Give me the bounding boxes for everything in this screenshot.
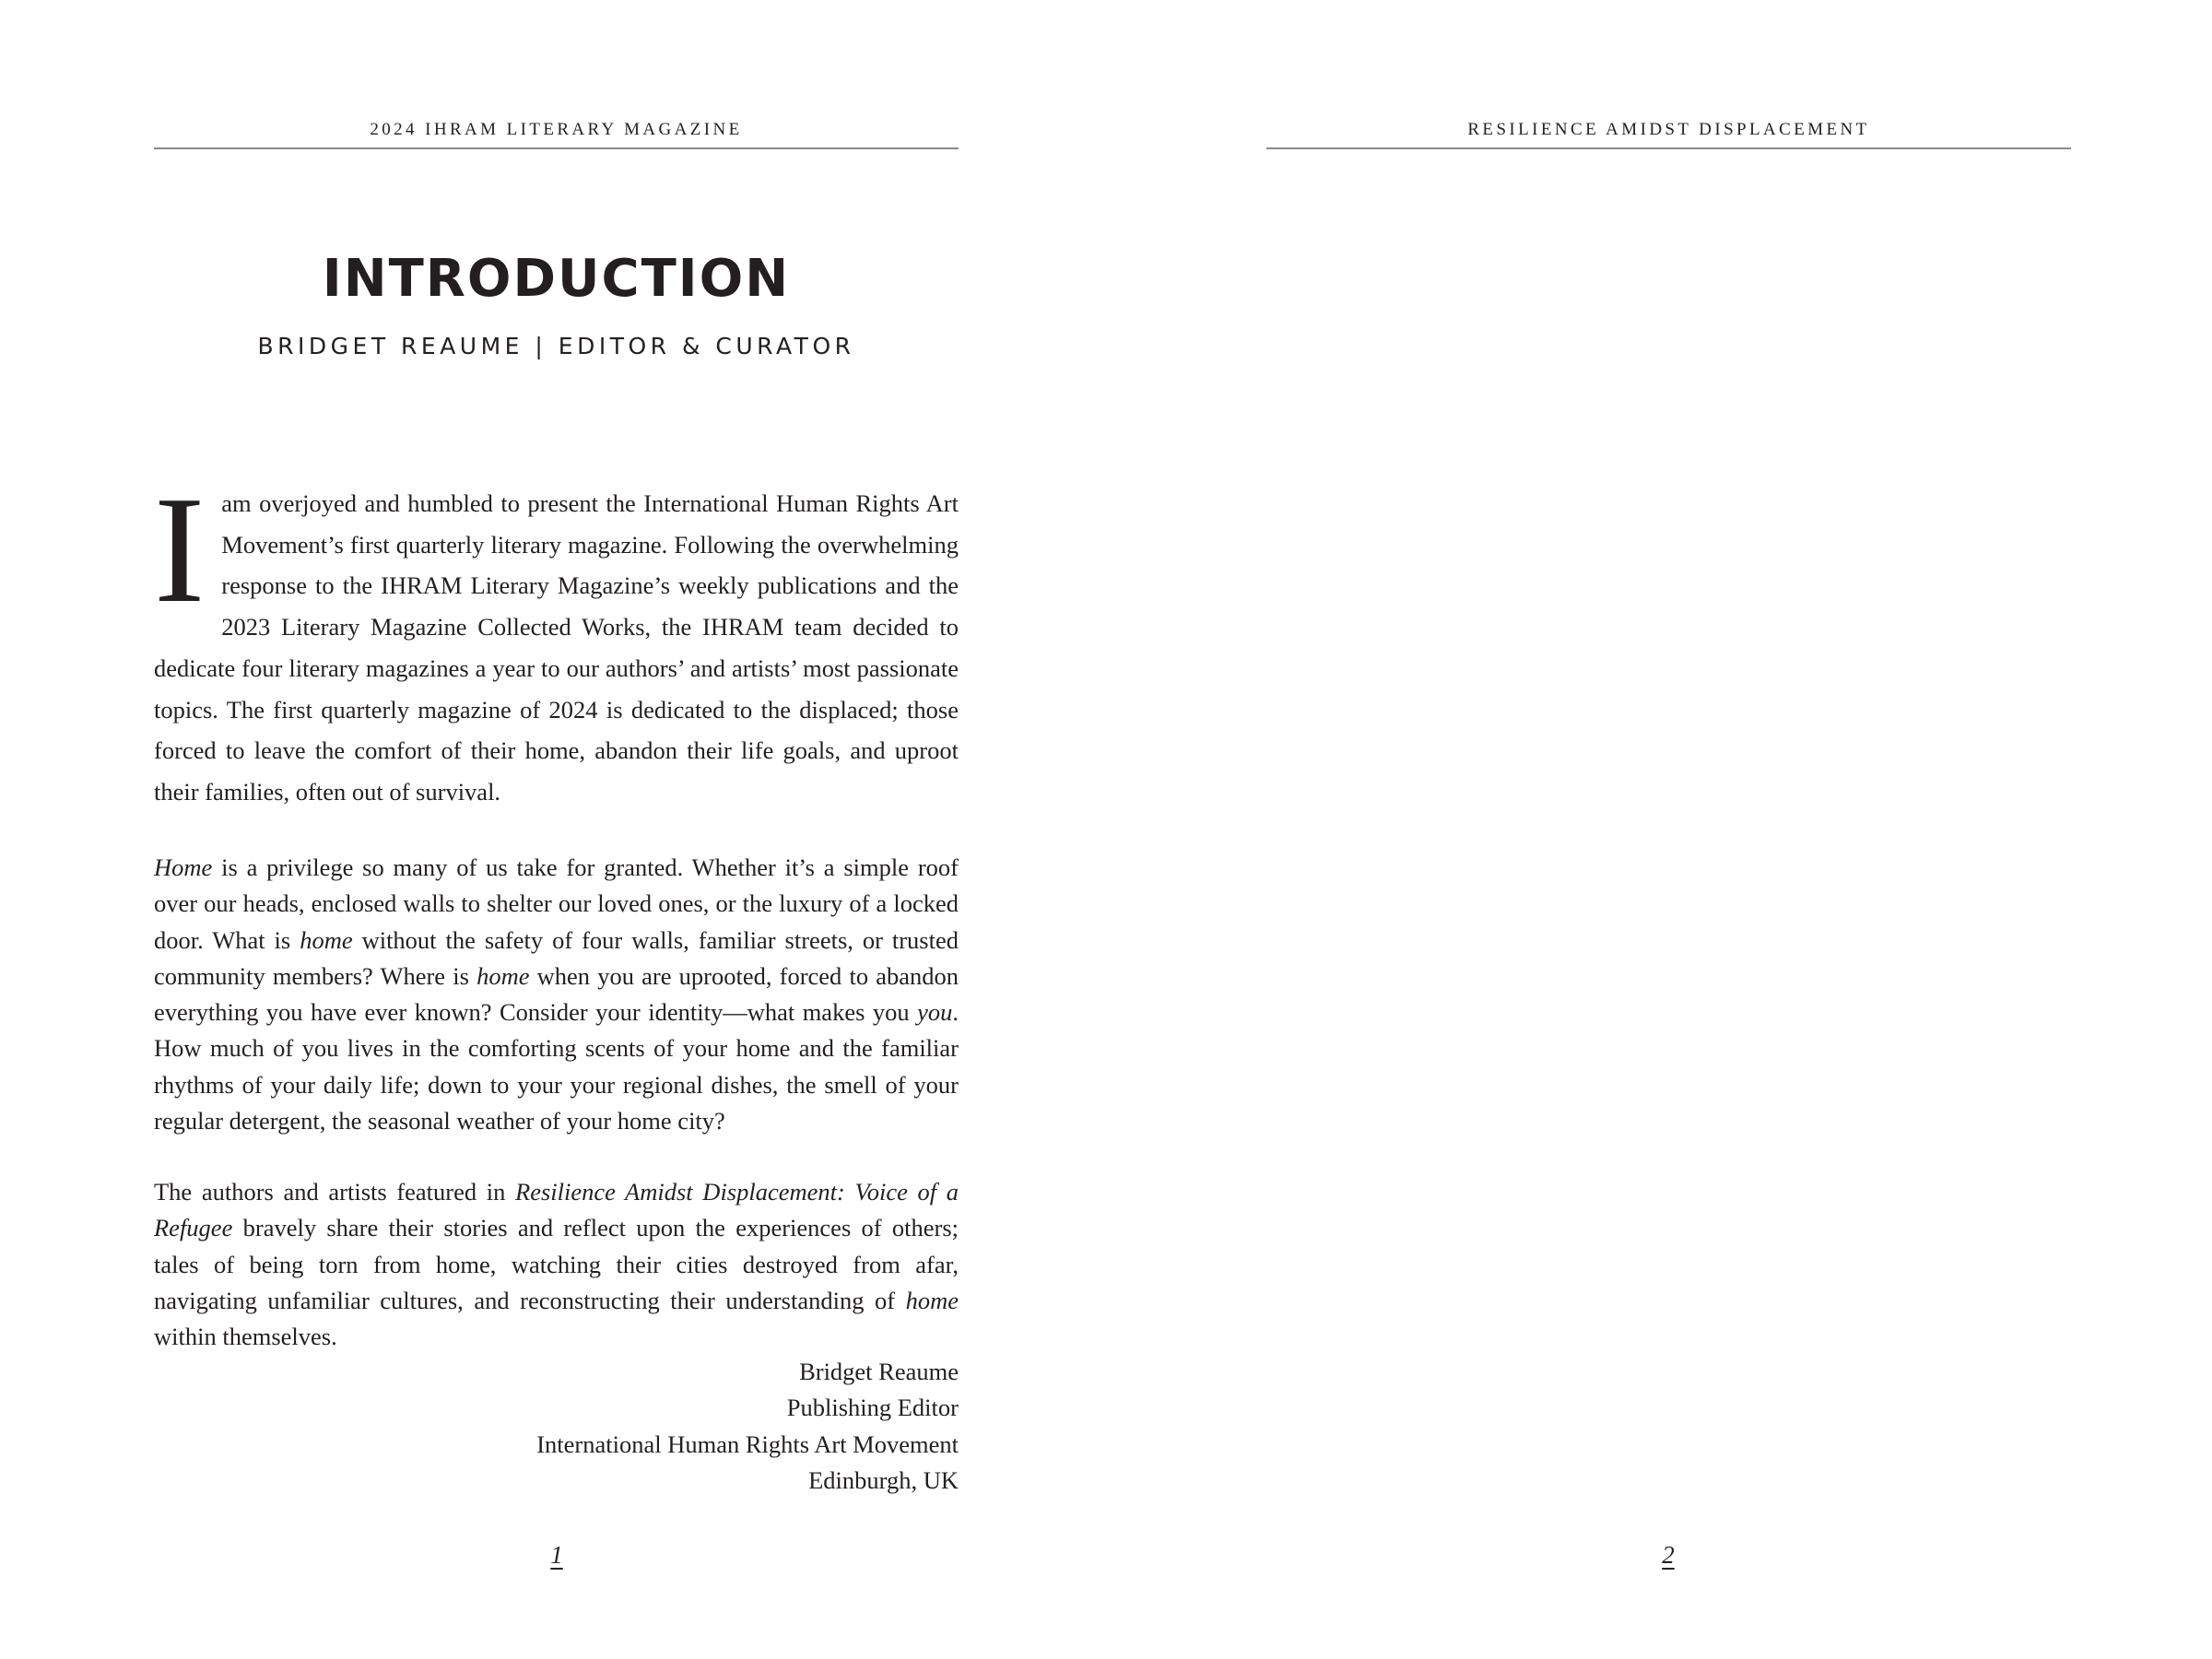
emphasis-magazine-title: Resilience Amidst Displacement: Voice of a Refugee [154,1178,959,1242]
paragraph-2-text-1: is a privilege so many of us take for granted. Whether it’s a simple roof over our heads, enclosed walls to shelter our loved ones, or the luxury of a locked door. What is [154,853,959,954]
paragraph-2-text-3: when you are uprooted, forced to abandon everything you have ever known? Consider your identity—what makes you [154,961,959,1027]
paragraph-3-text-3: within themselves. [154,1323,337,1351]
signature-location: Edinburgh, UK [808,1465,959,1494]
paragraph-3-text-1: The authors and artists featured in [154,1178,516,1206]
signature-role: Publishing Editor [786,1394,959,1422]
paragraph-2-text-4: . How much of you lives in the comforting scents of your home and the familiar rhythms of your daily life; down to your your regional dishes, the smell of your regular detergent, the seasonal weather of your home city? [154,998,959,1135]
page-title: INTRODUCTION [322,249,791,309]
running-header-left: 2024 IHRAM LITERARY MAGAZINE [154,116,959,149]
paragraph-1-text: am overjoyed and humbled to present the International Human Rights Art Movement’s first quarterly literary magazine. Following the overwhelming response to the IHRAM Literary Magazine’s weekly publications and the 2023 Literary Magazine Collected Works, the IHRAM team decided to dedicate four literary magazines a year to our authors’ and artists’ most passionate topics. The first quarterly magazine of 2024 is dedicated to the displaced; those forced to leave the comfort of their home, abandon their life goals, and uproot their families, often out of survival. [154,489,959,806]
emphasis-you: you [917,998,953,1027]
paragraph-3-text-2: bravely share their stories and reflect upon the experiences of others; tales of being torn from home, watching their cities destroyed from afar, navigating unfamiliar cultures, and reconstructing their understanding of [154,1214,959,1314]
intro-paragraph-1 [154,465,959,813]
intro-paragraph-2 [154,850,959,1139]
page-number-right: 2 [1662,1541,1675,1569]
drop-cap: I [154,465,206,634]
paragraph-2-text-2: without the safety of four walls, familiar streets, or trusted community members? Where is [154,925,959,990]
emphasis-home-4: home [905,1286,959,1314]
emphasis-home-2: home [300,925,353,954]
intro-paragraph-3 [154,1174,959,1355]
page-number-left: 1 [550,1541,563,1569]
emphasis-home-3: home [477,961,530,990]
signature-block [154,1354,959,1499]
emphasis-home-1: Home [154,853,213,881]
running-header-right: RESILIENCE AMIDST DISPLACEMENT [1266,116,2071,149]
signature-name: Bridget Reaume [799,1358,959,1385]
right-page [1106,0,2212,1659]
byline: BRIDGET REAUME | EDITOR & CURATOR [257,333,855,359]
signature-organization: International Human Rights Art Movement [536,1430,959,1458]
